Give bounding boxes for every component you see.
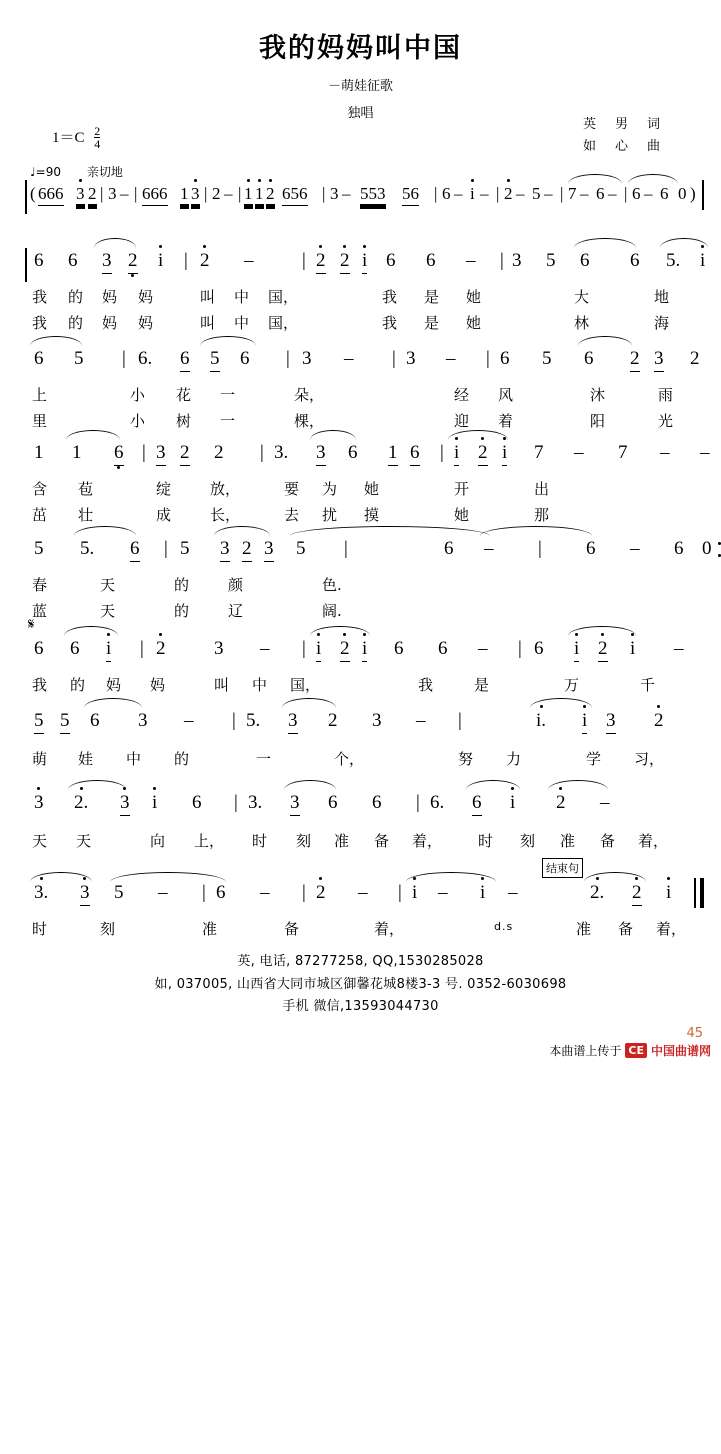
footer-line-1: 英, 电话, 87277258, QQ,1530285028: [237, 953, 484, 969]
line-6-notes: 5 5 6 3 – | 5. 3 2 3 – | i. i 3 2: [34, 710, 714, 750]
line-1-notes: 6 6 3 2 i | 2 – | 2 2 i 6 6 – | 3 5 6 6 5. i: [34, 250, 714, 290]
footer-line-3: 手机 微信,13593044730: [282, 999, 439, 1015]
staff-line-3: [0, 442, 721, 532]
staff-line-1: [0, 250, 721, 340]
time-signature-numerator: 2: [94, 124, 101, 139]
tempo-value: ♩=90: [30, 165, 61, 179]
line-4-lyrics-verse2: 蓝 天 的 辽 阔.: [32, 602, 342, 620]
line-2-lyrics-verse2: 里 小 树 一 棵， 迎 着 阳 光: [32, 412, 674, 430]
site-logo-icon: CE: [625, 1043, 647, 1058]
key-signature: 1＝C: [52, 130, 85, 146]
time-signature-denominator: 4: [94, 137, 101, 152]
tempo-marking: [30, 163, 123, 180]
key-and-meter: [52, 126, 100, 151]
line-5-notes: 6 6 i | 2 3 – | i 2 i 6 6 – | 6 i 2 i –: [34, 638, 714, 678]
sheet-music-page: [0, 26, 721, 1065]
staff-line-5: [0, 617, 721, 702]
line-7-notes: 3 2. 3 i 6 | 3. 3 6 6 | 6. 6 i 2 –: [34, 792, 714, 832]
line-4-lyrics-verse1: 春 天 的 颜 色.: [32, 576, 342, 594]
performance-type: 独唱: [347, 106, 374, 121]
line-5-lyrics: 我 的 妈 妈 叫 中 国， 我 是 万 千: [32, 676, 656, 694]
staff-line-8: [0, 862, 721, 954]
staff-line-4: [0, 538, 721, 628]
mood-marking: 亲切地: [86, 165, 123, 179]
staff-line-6: [0, 710, 721, 790]
line-1-lyrics-verse2: 我 的 妈 妈 叫 中 国， 我 是 她 林 海: [32, 314, 670, 332]
page-title: 我的妈妈叫中国: [259, 33, 462, 64]
barline: [25, 180, 27, 214]
footer-line-2: 如, 037005, 山西省大同市城区御馨花城8楼3-3 号. 0352-6030698: [154, 976, 567, 992]
staff-line-2: [0, 348, 721, 438]
credits-block: [583, 114, 663, 158]
contact-footer: [0, 951, 721, 1019]
subtitle: －萌娃征歌: [327, 79, 393, 94]
line-3-notes: 1 1 6 | 3 2 2 | 3. 3 6 1 6 | i 2 i 7 – 7 – –: [34, 442, 714, 482]
page-number: 45: [686, 1026, 703, 1041]
segno-mark: 𝄋: [28, 617, 35, 633]
line-3-lyrics-verse1: 含 苞 绽 放， 要 为 她 开 出: [32, 480, 550, 498]
staff-line-7: [0, 792, 721, 872]
barline: [25, 248, 27, 282]
lyricist: 英 男 词: [582, 117, 663, 132]
intro-notes: ( 666 3 2 | 3 – | 666 1 3 | 2 – | 1 1 2 656 | 3 – 553 56 | 6 – i – | 2 – 5 – | 7 – 6 – | 6 – 6 0 ): [30, 184, 720, 224]
ending-phrase-label: 结束句: [542, 858, 583, 878]
line-8-lyrics: 时 刻 准 备 着， 准 备 着，: [32, 920, 687, 938]
line-8-notes: 3. 3 5 – | 6 – | 2 – | i – i – 2. 2 i: [34, 882, 714, 922]
site-name: 中国曲谱网: [650, 1044, 711, 1058]
credit-text: 本曲谱上传于: [549, 1044, 622, 1058]
line-7-lyrics: 天 天 向 上， 时 刻 准 备 着， 时 刻 准 备 着，: [32, 832, 669, 850]
line-2-lyrics-verse1: 上 小 花 一 朵， 经 风 沐 雨: [32, 386, 674, 404]
line-1-lyrics-verse1: 我 的 妈 妈 叫 中 国， 我 是 她 大 地: [32, 288, 670, 306]
ds-mark: d.s: [494, 920, 514, 933]
staff-line-intro: [0, 184, 721, 228]
line-4-notes: 5 5. 6 | 5 3 2 3 5 | 6 – | 6 – 6 0: [34, 538, 714, 578]
time-signature: [94, 125, 100, 150]
line-3-lyrics-verse2: 茁 壮 成 长， 去 扰 摸 她 那: [32, 506, 550, 524]
site-credit: [549, 1042, 711, 1059]
line-2-notes: 6 5 | 6. 6 5 6 | 3 – | 3 – | 6 5 6 2 3 2: [34, 348, 714, 388]
composer: 如 心 曲: [582, 139, 663, 155]
line-6-lyrics: 萌 娃 中 的 一 个， 努 力 学 习，: [32, 750, 665, 768]
